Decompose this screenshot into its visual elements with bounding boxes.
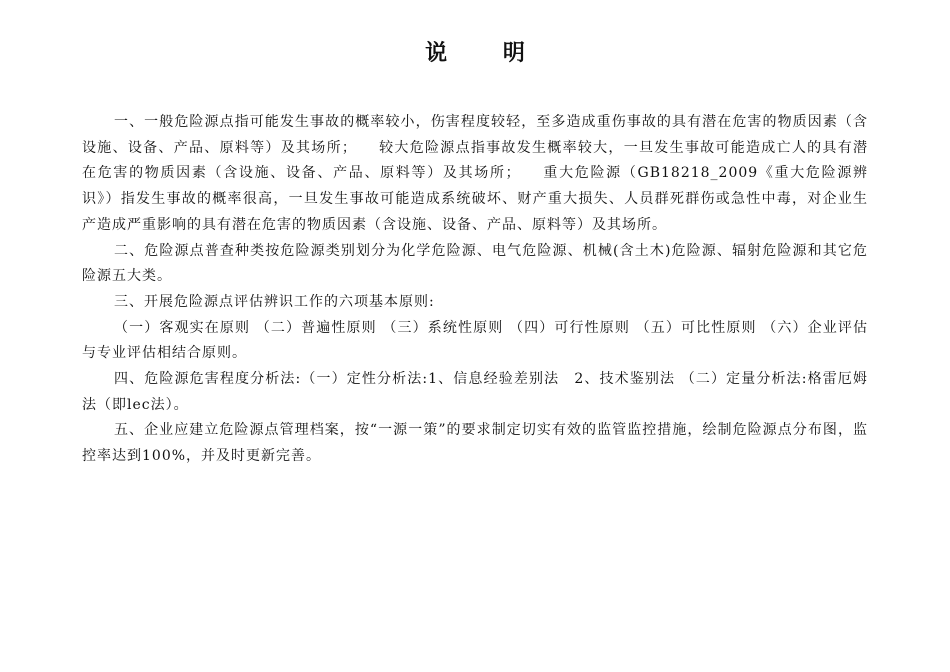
paragraph-1-part-2: 较大危险源点指事故发生概率较大，一旦发生事故可能造成亡人的具有潜在危害的物质因素（含设施、设备、产品、原料等）及其场所； [82,139,869,182]
page-title: 说 明 [425,40,549,66]
paragraph-5: 四、危险源危害程度分析法:（一）定性分析法:1、信息经验差别法 2、技术鉴别法 （二）定量分析法:格雷厄姆法（即lec法）。 [82,371,868,413]
paragraph-1-part-3: 重大危险源（GB18218_2009《重大危险源辨识》）指发生事故的概率很高，一旦发生事故可能造成系统破坏、财产重大损失、人员群死群伤或急性中毒，对企业生产造成严重影响的具有潜在危害的物质因素（含设施、设备、产品、原料等）及其场所。 [82,165,869,233]
paragraph-1 [82,110,868,239]
paragraph-6: 五、企业应建立危险源点管理档案，按“一源一策”的要求制定切实有效的监管监控措施，绘制危险源点分布图，监控率达到100%，并及时更新完善。 [82,422,868,465]
document-body [82,110,868,470]
paragraph-1-part-1: 一、一般危险源点指可能发生事故的概率较小，伤害程度较轻，至多造成重伤事故的具有潜在危害的物质因素（含设施、设备、产品、原料等）及其场所； [82,114,868,156]
paragraph-4: （一）客观实在原则 （二）普遍性原则 （三）系统性原则 （四）可行性原则 （五）可比性原则 （六）企业评估与专业评估相结合原则。 [82,319,868,362]
paragraph-3: 三、开展危险源点评估辨识工作的六项基本原则: [114,293,435,310]
paragraph-2: 二、危险源点普查种类按危险源类别划分为化学危险源、电气危险源、机械(含土木)危险源、辐射危险源和其它危险源五大类。 [82,242,868,285]
